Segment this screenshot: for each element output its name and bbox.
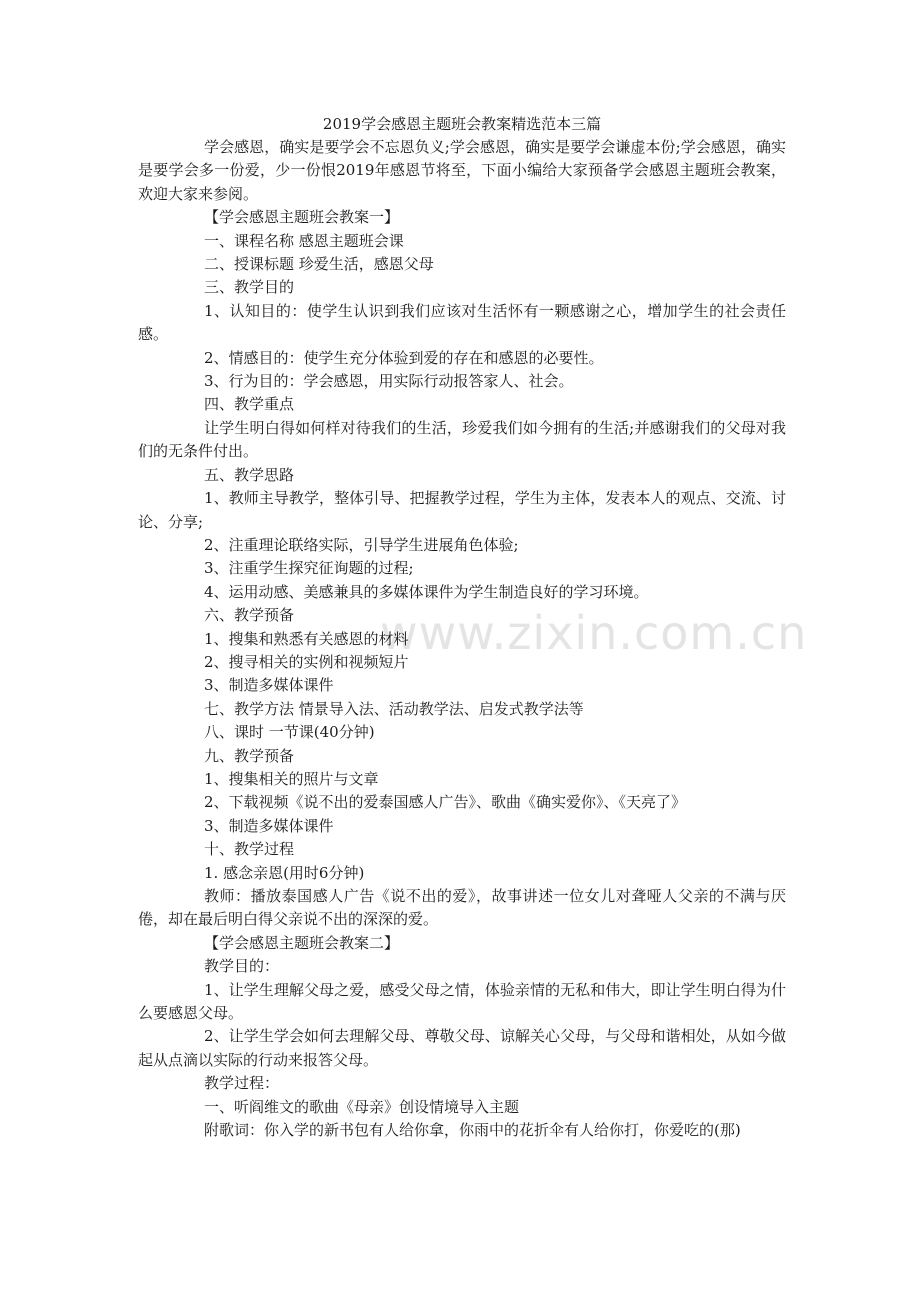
paragraph: 2、搜寻相关的实例和视频短片 bbox=[204, 652, 409, 671]
paragraph: 三、教学目的 bbox=[204, 278, 295, 297]
paragraph: 3、行为目的：学会感恩，用实际行动报答家人、社会。 bbox=[204, 372, 574, 391]
paragraph: 【学会感恩主题班会教案一】 bbox=[204, 208, 400, 227]
paragraph: 一、听阎维文的歌曲《母亲》创设情境导入主题 bbox=[204, 1097, 520, 1116]
paragraph: 2、下载视频《说不出的爱泰国感人广告》、歌曲《确实爱你》、《天亮了》 bbox=[204, 793, 687, 812]
paragraph: 2、让学生学会如何去理解父母、尊敬父母、谅解关心父母，与父母和谐相处，从如今做起从点滴以实际的行动来报答父母。 bbox=[138, 1027, 786, 1069]
paragraph: 1、让学生理解父母之爱，感受父母之情，体验亲情的无私和伟大，即让学生明白得为什么要感恩父母。 bbox=[138, 980, 786, 1023]
paragraph: 1、教师主导教学，整体引导、把握教学过程，学生为主体，发表本人的观点、交流、讨论、分享; bbox=[138, 489, 786, 531]
paragraph: 一、课程名称 感恩主题班会课 bbox=[204, 231, 404, 250]
paragraph: 2、情感目的：使学生充分体验到爱的存在和感恩的必要性。 bbox=[204, 348, 604, 367]
paragraph: 四、教学重点 bbox=[204, 395, 295, 414]
paragraph: 十、教学过程 bbox=[204, 840, 295, 859]
paragraph: 教学过程： bbox=[204, 1074, 280, 1093]
document-title: 2019学会感恩主题班会教案精选范本三篇 bbox=[322, 115, 602, 133]
paragraph: 七、教学方法 情景导入法、活动教学法、启发式教学法等 bbox=[204, 699, 584, 718]
paragraph: 1、搜集和熟悉有关感恩的材料 bbox=[204, 629, 409, 648]
paragraph: 让学生明白得如何样对待我们的生活，珍爱我们如今拥有的生活;并感谢我们的父母对我们的无条件付出。 bbox=[138, 418, 786, 461]
paragraph: 1、搜集相关的照片与文章 bbox=[204, 769, 379, 788]
paragraph: 五、教学思路 bbox=[204, 465, 295, 484]
paragraph: 教学目的： bbox=[204, 957, 280, 976]
paragraph: 八、课时 一节课(40分钟) bbox=[204, 723, 375, 742]
paragraph: 六、教学预备 bbox=[204, 606, 295, 625]
paragraph: 1. 感念亲恩(用时6分钟) bbox=[204, 863, 365, 882]
paragraph: 4、运用动感、美感兼具的多媒体课件为学生制造良好的学习环境。 bbox=[204, 582, 649, 601]
paragraph: 1、认知目的：使学生认识到我们应该对生活怀有一颗感谢之心，增加学生的社会责任感。 bbox=[138, 301, 786, 344]
document-body bbox=[138, 112, 786, 1142]
paragraph: 附歌词：你入学的新书包有人给你拿，你雨中的花折伞有人给你打，你爱吃的(那) bbox=[204, 1121, 741, 1140]
paragraph: 二、授课标题 珍爱生活，感恩父母 bbox=[204, 255, 434, 274]
paragraph: 3、注重学生探究征询题的过程; bbox=[204, 559, 414, 578]
watermark: www.zixin.com.cn bbox=[380, 606, 808, 660]
paragraph: 教师：播放泰国感人广告《说不出的爱》，故事讲述一位女儿对聋哑人父亲的不满与厌倦，却在最后明白得父亲说不出的深深的爱。 bbox=[138, 887, 786, 929]
paragraph: 学会感恩，确实是要学会不忘恩负义;学会感恩，确实是要学会谦虚本份;学会感恩，确实是要学会多一份爱，少一份恨2019年感恩节将至，下面小编给大家预备学会感恩主题班会教案，欢迎大家来参阅。 bbox=[138, 138, 786, 203]
paragraph: 3、制造多媒体课件 bbox=[204, 676, 334, 695]
paragraph: 3、制造多媒体课件 bbox=[204, 816, 334, 835]
paragraph: 【学会感恩主题班会教案二】 bbox=[204, 933, 400, 952]
paragraph: 九、教学预备 bbox=[204, 746, 295, 765]
paragraph-list bbox=[138, 136, 786, 1142]
paragraph: 2、注重理论联络实际，引导学生进展角色体验; bbox=[204, 535, 519, 554]
